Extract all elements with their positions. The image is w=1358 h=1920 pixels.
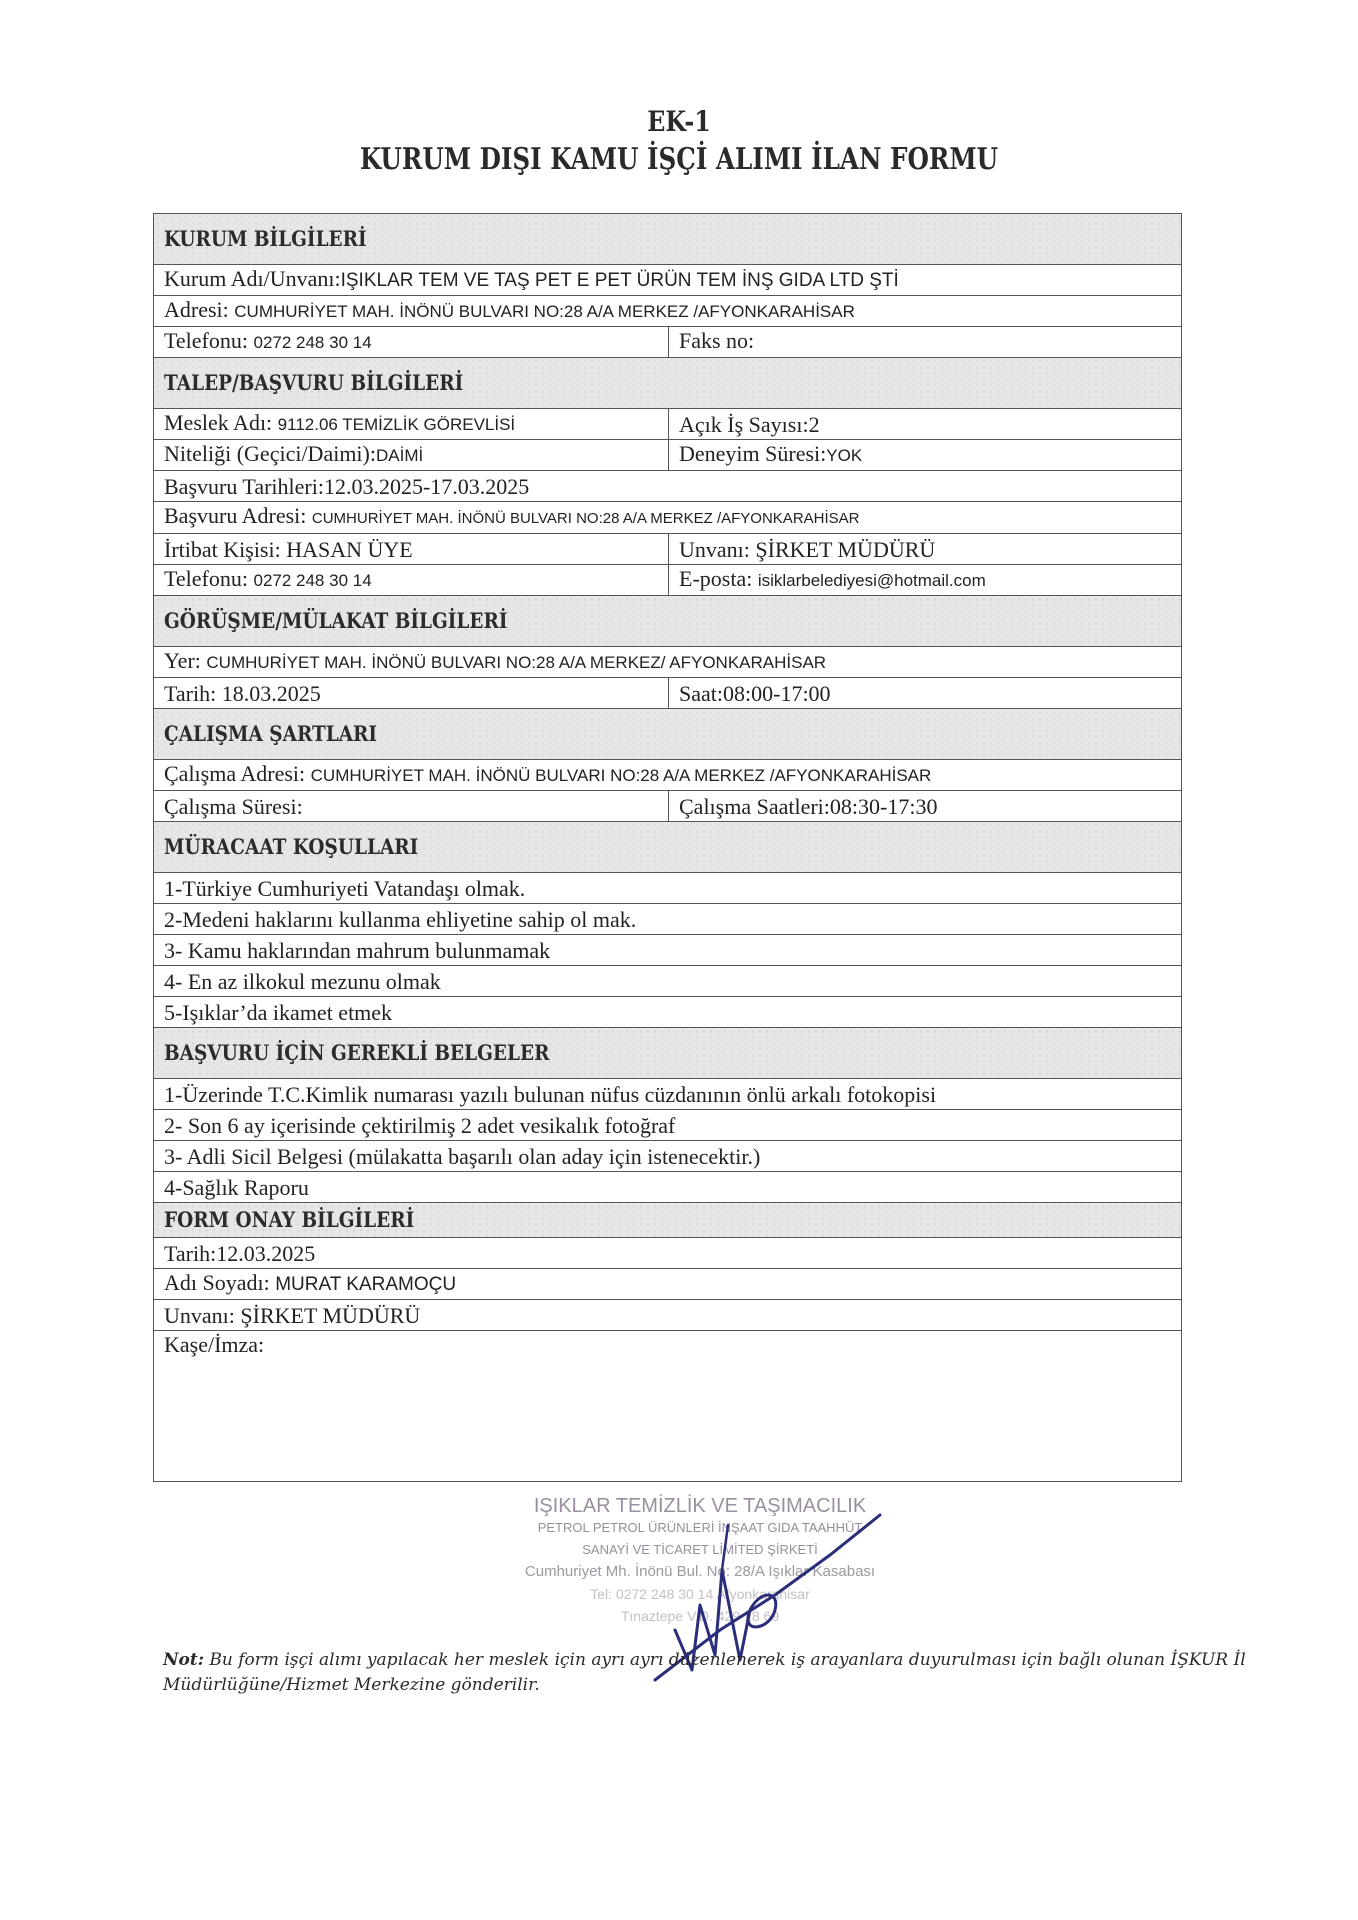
field-label: Çalışma Saatleri: bbox=[679, 794, 830, 819]
field-label: Çalışma Adresi: bbox=[164, 761, 311, 786]
muracaat-item bbox=[154, 935, 1182, 966]
kurum-phone-row bbox=[154, 327, 1182, 358]
irtibat-value: HASAN ÜYE bbox=[286, 537, 413, 562]
field-label: Telefonu: bbox=[164, 566, 254, 591]
field-label: Telefonu: bbox=[164, 328, 254, 353]
section-gorusme-header bbox=[154, 596, 1182, 647]
calisma-sure-row bbox=[154, 791, 1182, 822]
basvuru-adresi-value: CUMHURİYET MAH. İNÖNÜ BULVARI NO:28 A/A MERKEZ /AFYONKARAHİSAR bbox=[311, 510, 860, 527]
nitelik-value: DAİMİ bbox=[376, 446, 424, 465]
section-belgeler-header bbox=[154, 1028, 1182, 1079]
gorusme-zaman-row bbox=[154, 678, 1182, 709]
field-label: Faks no: bbox=[679, 328, 755, 353]
field-label: Niteliği (Geçici/Daimi): bbox=[164, 441, 376, 466]
stamp-line: Cumhuriyet Mh. İnönü Bul. No: 28/A Işıklar Kasabası bbox=[524, 1563, 876, 1580]
kase-imza-row bbox=[154, 1331, 1182, 1482]
section-title: ÇALIŞMA ŞARTLARI bbox=[164, 721, 378, 746]
list-item: 4- En az ilkokul mezunu olmak bbox=[154, 966, 1182, 997]
field-label: Unvanı: bbox=[679, 537, 756, 562]
list-item: 2-Medeni haklarını kullanma ehliyetine sahip ol mak. bbox=[154, 904, 1182, 935]
belge-item bbox=[154, 1110, 1182, 1141]
field-label: Tarih: bbox=[164, 681, 222, 706]
section-title: TALEP/BAŞVURU BİLGİLERİ bbox=[164, 370, 464, 395]
nitelik-row bbox=[154, 440, 1182, 471]
onay-ad-value: MURAT KARAMOÇU bbox=[275, 1274, 457, 1295]
meslek-value: 9112.06 TEMİZLİK GÖREVLİSİ bbox=[277, 415, 516, 434]
field-label: Çalışma Süresi: bbox=[164, 794, 303, 819]
list-item: 3- Adli Sicil Belgesi (mülakatta başarılı olan aday için istenecektir.) bbox=[154, 1141, 1182, 1172]
basvuru-adresi-row bbox=[154, 502, 1182, 534]
section-muracaat-header bbox=[154, 822, 1182, 873]
list-item: 3- Kamu haklarından mahrum bulunmamak bbox=[154, 935, 1182, 966]
calisma-saatler-value: 08:30-17:30 bbox=[829, 794, 938, 819]
field-label: E-posta: bbox=[679, 566, 758, 591]
section-onay-header bbox=[154, 1203, 1182, 1238]
muracaat-item bbox=[154, 997, 1182, 1028]
section-title: FORM ONAY BİLGİLERİ bbox=[164, 1207, 415, 1232]
list-item: 1-Türkiye Cumhuriyeti Vatandaşı olmak. bbox=[154, 873, 1182, 904]
kurum-address-row bbox=[154, 296, 1182, 327]
unvan-value: ŞİRKET MÜDÜRÜ bbox=[755, 537, 936, 562]
irtibat-row bbox=[154, 534, 1182, 565]
footnote bbox=[163, 1648, 1313, 1698]
section-title: KURUM BİLGİLERİ bbox=[164, 226, 367, 251]
basvuru-tarihleri-value: 12.03.2025-17.03.2025 bbox=[323, 474, 530, 499]
kurum-address-value: CUMHURİYET MAH. İNÖNÜ BULVARI NO:28 A/A MERKEZ /AFYONKARAHİSAR bbox=[234, 302, 855, 321]
belge-item bbox=[154, 1141, 1182, 1172]
calisma-adres-value: CUMHURİYET MAH. İNÖNÜ BULVARI NO:28 A/A MERKEZ /AFYONKARAHİSAR bbox=[310, 766, 932, 785]
stamp-line: Tel: 0272 248 30 14 Afyonkarahisar bbox=[590, 1586, 810, 1602]
contact-row bbox=[154, 565, 1182, 596]
stamp-line: PETROL PETROL ÜRÜNLERİ İNŞAAT GIDA TAAHHÜT bbox=[537, 1520, 863, 1535]
kurum-phone-value: 0272 248 30 14 bbox=[253, 333, 372, 352]
muracaat-item bbox=[154, 966, 1182, 997]
belge-item bbox=[154, 1079, 1182, 1110]
deneyim-value: YOK bbox=[826, 446, 863, 465]
note-text: Bu form işçi alımı yapılacak her meslek için ayrı ayrı düzenlenerek iş arayanlara duyurulması için bağlı olunan İŞKUR İl Müdürlüğüne/Hizmet Merkezine gönderilir. bbox=[163, 1650, 1246, 1695]
stamp-line: SANAYİ VE TİCARET LİMİTED ŞİRKETİ bbox=[582, 1542, 818, 1557]
page-title: KURUM DIŞI KAMU İŞÇİ ALIMI İLAN FORMU bbox=[359, 142, 999, 177]
field-label: Kurum Adı/Unvanı: bbox=[164, 266, 341, 291]
section-talep-header bbox=[154, 358, 1182, 409]
stamp-line: Tınaztepe V.D. 429 18 69 bbox=[620, 1608, 780, 1624]
calisma-adres-row bbox=[154, 760, 1182, 791]
field-label: Kaşe/İmza: bbox=[164, 1332, 265, 1357]
onay-ad-row bbox=[154, 1269, 1182, 1300]
field-label: Açık İş Sayısı: bbox=[679, 412, 809, 437]
eposta-link[interactable]: isiklarbelediyesi@hotmail.com bbox=[757, 571, 986, 590]
field-label: İrtibat Kişisi: bbox=[164, 537, 287, 562]
field-label: Saat: bbox=[679, 681, 723, 706]
onay-unvan-row bbox=[154, 1300, 1182, 1331]
section-kurum-header bbox=[154, 214, 1182, 265]
acik-is-value: 2 bbox=[808, 412, 820, 437]
section-title: BAŞVURU İÇİN GEREKLİ BELGELER bbox=[164, 1040, 550, 1065]
onay-unvan-value: ŞİRKET MÜDÜRÜ bbox=[240, 1303, 421, 1328]
section-title: MÜRACAAT KOŞULLARI bbox=[164, 834, 419, 859]
job-posting-form bbox=[153, 213, 1182, 1482]
section-title: GÖRÜŞME/MÜLAKAT BİLGİLERİ bbox=[164, 608, 508, 633]
field-label: Yer: bbox=[164, 648, 207, 673]
field-label: Deneyim Süresi: bbox=[679, 441, 827, 466]
annex-label: EK-1 bbox=[647, 105, 711, 138]
gorusme-tarih-value: 18.03.2025 bbox=[221, 681, 321, 706]
gorusme-yer-value: CUMHURİYET MAH. İNÖNÜ BULVARI NO:28 A/A MERKEZ/ AFYONKARAHİSAR bbox=[206, 653, 827, 672]
kurum-name-row bbox=[154, 265, 1182, 296]
note-label: Not: bbox=[163, 1650, 205, 1670]
list-item: 4-Sağlık Raporu bbox=[154, 1172, 1182, 1203]
stamp-line: IŞIKLAR TEMİZLİK VE TAŞIMACILIK bbox=[533, 1495, 867, 1517]
belge-item bbox=[154, 1172, 1182, 1203]
kurum-name-value: IŞIKLAR TEM VE TAŞ PET E PET ÜRÜN TEM İNŞ GIDA LTD ŞTİ bbox=[340, 270, 899, 291]
muracaat-item bbox=[154, 904, 1182, 935]
field-label: Başvuru Tarihleri: bbox=[164, 474, 324, 499]
list-item: 5-Işıklar’da ikamet etmek bbox=[154, 997, 1182, 1028]
basvuru-tarihleri-row bbox=[154, 471, 1182, 502]
meslek-row bbox=[154, 409, 1182, 440]
field-label: Tarih: bbox=[164, 1241, 217, 1266]
field-label: Unvanı: bbox=[164, 1303, 241, 1328]
list-item: 2- Son 6 ay içerisinde çektirilmiş 2 adet vesikalık fotoğraf bbox=[154, 1110, 1182, 1141]
muracaat-item bbox=[154, 873, 1182, 904]
gorusme-yer-row bbox=[154, 647, 1182, 678]
onay-tarih-row bbox=[154, 1238, 1182, 1269]
onay-tarih-value: 12.03.2025 bbox=[216, 1241, 316, 1266]
field-label: Adı Soyadı: bbox=[164, 1270, 276, 1295]
telefon-value: 0272 248 30 14 bbox=[253, 571, 372, 590]
field-label: Başvuru Adresi: bbox=[164, 503, 312, 528]
list-item: 1-Üzerinde T.C.Kimlik numarası yazılı bulunan nüfus cüzdanının önlü arkalı fotokopisi bbox=[154, 1079, 1182, 1110]
gorusme-saat-value: 08:00-17:00 bbox=[723, 681, 831, 706]
field-label: Adresi: bbox=[164, 297, 235, 322]
field-label: Meslek Adı: bbox=[164, 410, 278, 435]
section-calisma-header bbox=[154, 709, 1182, 760]
